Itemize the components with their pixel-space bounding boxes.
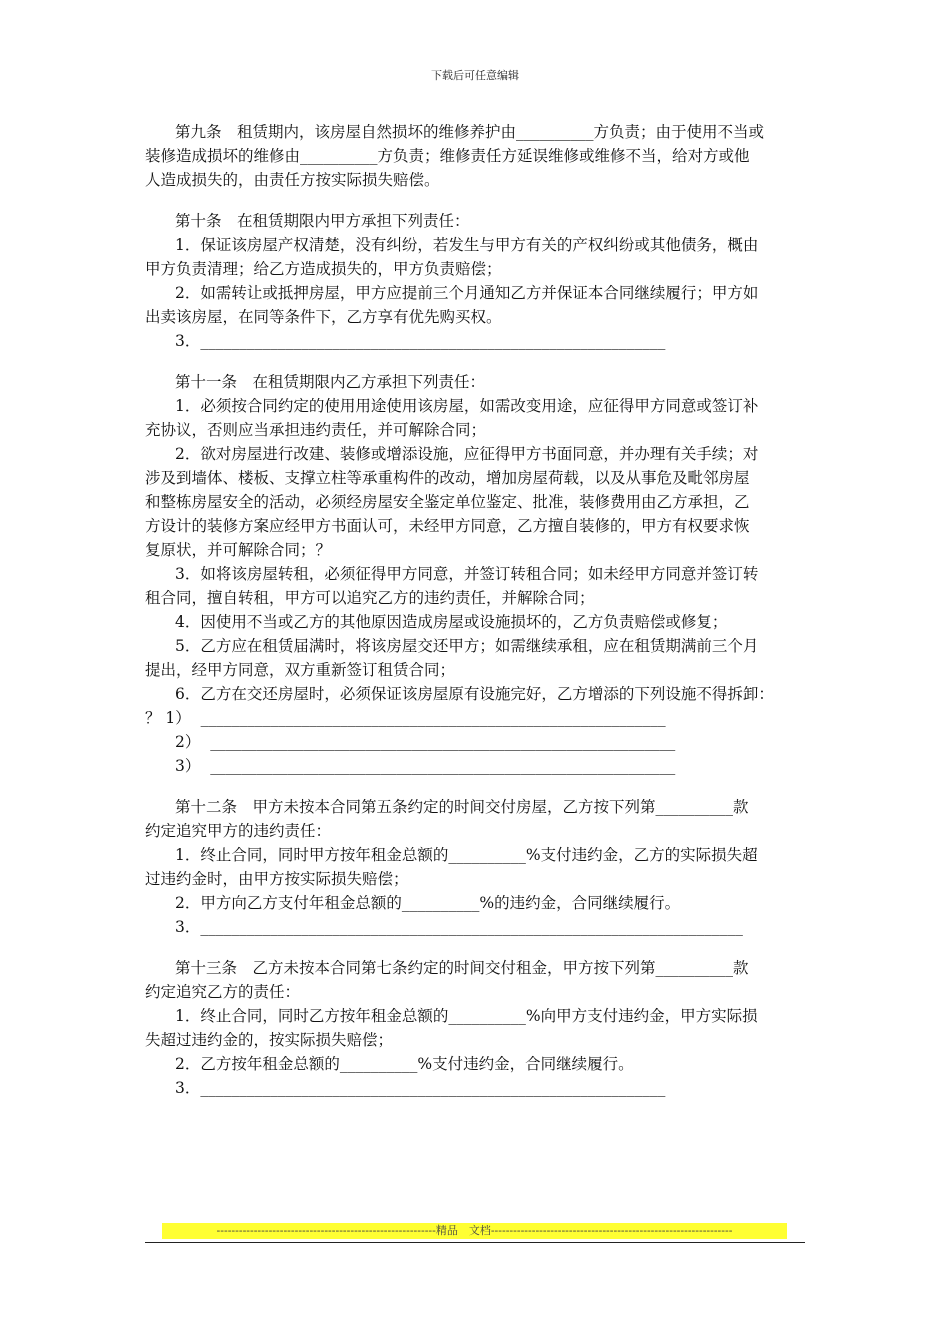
- clause-paragraph: [145, 370, 815, 778]
- document-body: [145, 120, 815, 1100]
- text-line: 4．因使用不当或乙方的其他原因造成房屋或设施损坏的，乙方负责赔偿或修复；: [175, 613, 728, 631]
- text-line: 涉及到墙体、楼板、支撑立柱等承重构件的改动，增加房屋荷载，以及从事危及毗邻房屋: [145, 469, 750, 487]
- text-line: 约定追究甲方的违约责任：: [145, 822, 332, 840]
- text-line: 2．如需转让或抵押房屋，甲方应提前三个月通知乙方并保证本合同继续履行；甲方如: [175, 284, 759, 302]
- footer-banner: [162, 1223, 787, 1239]
- clause-paragraph: [145, 120, 815, 192]
- text-line: 出卖该房屋，在同等条件下，乙方享有优先购买权。: [145, 308, 502, 326]
- text-line: 5．乙方应在租赁届满时，将该房屋交还甲方；如需继续承租，应在租赁期满前三个月: [175, 637, 759, 655]
- clause-paragraph: [145, 795, 815, 939]
- text-line: 2．甲方向乙方支付年租金总额的__________%的违约金，合同继续履行。: [175, 894, 681, 912]
- text-line: 1．保证该房屋产权清楚，没有纠纷，若发生与甲方有关的产权纠纷或其他债务，概由: [175, 236, 759, 254]
- text-line: 和整栋房屋安全的活动，必须经房屋安全鉴定单位鉴定、批准，装修费用由乙方承担，乙: [145, 493, 750, 511]
- text-line: 人造成损失的，由责任方按实际损失赔偿。: [145, 171, 440, 189]
- text-line: 第十二条 甲方未按本合同第五条约定的时间交付房屋，乙方按下列第__________款: [175, 798, 749, 816]
- text-line: 1．终止合同，同时乙方按年租金总额的__________%向甲方支付违约金，甲方实际损: [175, 1007, 758, 1025]
- footer-divider: [145, 1242, 805, 1243]
- text-line: 2） ____________________________________________________________: [175, 733, 676, 751]
- text-line: 方设计的装修方案应经甲方书面认可，未经甲方同意，乙方擅自装修的，甲方有权要求恢: [145, 517, 750, 535]
- text-line: 第十一条 在租赁期限内乙方承担下列责任：: [175, 373, 486, 391]
- text-line: 提出，经甲方同意，双方重新签订租赁合同；: [145, 661, 456, 679]
- paragraph-gap: [145, 353, 815, 370]
- text-line: 3．如将该房屋转租，必须征得甲方同意，并签订转租合同；如未经甲方同意并签订转: [175, 565, 759, 583]
- paragraph-gap: [145, 778, 815, 795]
- text-line: 1．终止合同，同时甲方按年租金总额的__________%支付违约金，乙方的实际损失超: [175, 846, 758, 864]
- text-line: 甲方负责清理；给乙方造成损失的，甲方负责赔偿；: [145, 260, 502, 278]
- text-line: 3．____________________________________________________________: [175, 1079, 666, 1097]
- text-line: 3．____________________________________________________________: [175, 332, 666, 350]
- clause-paragraph: [145, 209, 815, 353]
- page-header: 下载后可任意编辑: [431, 69, 519, 82]
- footer-text: -----------------------------------------------------------精品 文档-----------------------------------------------------------------: [216, 1224, 733, 1237]
- text-line: 3） ____________________________________________________________: [175, 757, 676, 775]
- text-line: 复原状，并可解除合同；？: [145, 541, 332, 559]
- text-line: 第十三条 乙方未按本合同第七条约定的时间交付租金，甲方按下列第__________款: [175, 959, 749, 977]
- text-line: 1．必须按合同约定的使用用途使用该房屋，如需改变用途，应征得甲方同意或签订补: [175, 397, 759, 415]
- text-line: 6．乙方在交还房屋时，必须保证该房屋原有设施完好，乙方增添的下列设施不得拆卸：: [175, 685, 774, 703]
- text-line: 充协议，否则应当承担违约责任，并可解除合同；: [145, 421, 487, 439]
- text-line: ？ 1） ____________________________________________________________: [145, 709, 666, 727]
- text-line: 第九条 租赁期内，该房屋自然损坏的维修养护由__________方负责；由于使用不当或: [175, 123, 765, 141]
- text-line: 2．欲对房屋进行改建、装修或增添设施，应征得甲方书面同意，并办理有关手续；对: [175, 445, 759, 463]
- paragraph-gap: [145, 939, 815, 956]
- text-line: 2．乙方按年租金总额的__________%支付违约金，合同继续履行。: [175, 1055, 634, 1073]
- paragraph-gap: [145, 192, 815, 209]
- text-line: 失超过违约金的，按实际损失赔偿；: [145, 1031, 394, 1049]
- clause-paragraph: [145, 956, 815, 1100]
- text-line: 约定追究乙方的责任：: [145, 983, 301, 1001]
- text-line: 租合同，擅自转租，甲方可以追究乙方的违约责任，并解除合同；: [145, 589, 595, 607]
- text-line: 第十条 在租赁期限内甲方承担下列责任：: [175, 212, 470, 230]
- text-line: 过违约金时，由甲方按实际损失赔偿；: [145, 870, 409, 888]
- text-line: 3．______________________________________________________________________: [175, 918, 743, 936]
- text-line: 装修造成损坏的维修由__________方负责；维修责任方延误维修或维修不当，给对方或他: [145, 147, 750, 165]
